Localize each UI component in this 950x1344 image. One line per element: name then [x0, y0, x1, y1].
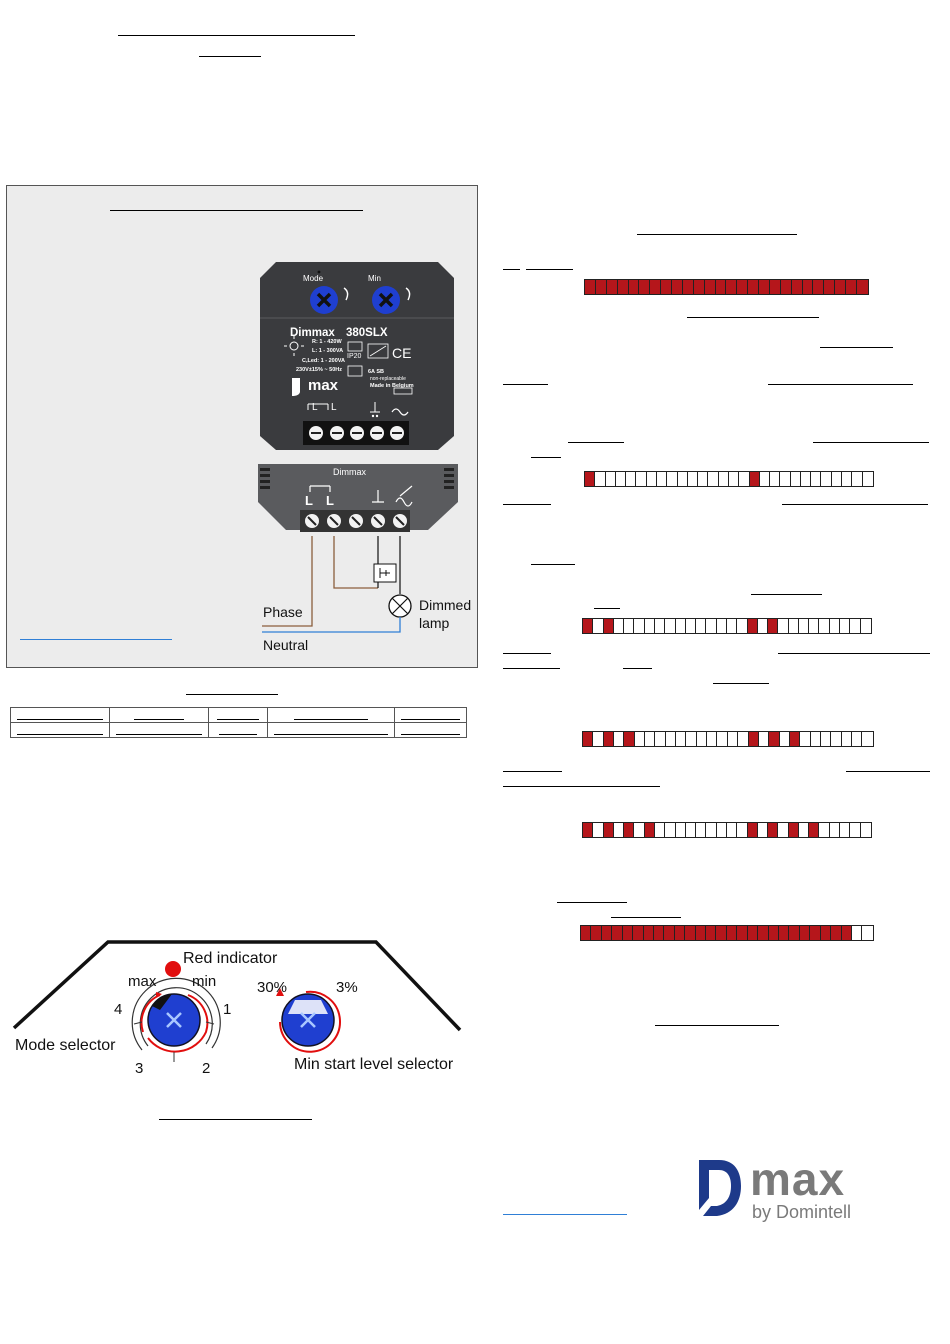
led-cell: [769, 926, 779, 940]
redacted-title-line-1: [118, 35, 355, 36]
redacted-text: [568, 442, 624, 443]
led-cell: [800, 926, 810, 940]
led-cell: [688, 472, 698, 486]
device-terminal-l1: L: [312, 402, 318, 413]
led-cell: [593, 823, 603, 837]
led-cell: [696, 823, 706, 837]
led-cell: [583, 619, 593, 633]
led-cell: [780, 472, 790, 486]
led-cell: [811, 472, 821, 486]
led-cell: [850, 619, 860, 633]
phase-label: Phase: [263, 604, 303, 620]
led-cell: [821, 732, 831, 746]
led-cell: [791, 472, 801, 486]
led-cell: [850, 823, 860, 837]
led-cell: [727, 823, 737, 837]
table-row: [11, 723, 467, 738]
redacted-text: [813, 442, 929, 443]
rating-l: L: 1 - 300VA: [312, 348, 344, 354]
section-title-redacted: [655, 1025, 779, 1026]
position-2-label: 2: [202, 1060, 211, 1077]
led-cell: [614, 619, 624, 633]
led-cell: [667, 472, 677, 486]
led-cell: [635, 732, 645, 746]
led-cell: [831, 926, 841, 940]
led-cell: [676, 823, 686, 837]
redacted-text: [503, 384, 548, 385]
led-pattern-6: [580, 925, 874, 941]
led-cell: [583, 823, 593, 837]
redacted-text: [503, 269, 520, 270]
led-pattern-3: [582, 618, 872, 634]
led-cell: [863, 472, 873, 486]
led-cell: [842, 732, 852, 746]
side-terminal-l2: L: [326, 493, 334, 508]
neutral-label: Neutral: [263, 637, 309, 653]
led-cell: [593, 619, 603, 633]
led-cell: [811, 732, 821, 746]
device-terminal-l2: L: [331, 402, 337, 413]
led-cell: [634, 823, 644, 837]
led-cell: [606, 472, 616, 486]
led-cell: [799, 619, 809, 633]
panel-title-redacted: [110, 210, 363, 211]
led-cell: [654, 926, 664, 940]
led-cell: [633, 926, 643, 940]
led-cell: [602, 926, 612, 940]
led-cell: [618, 280, 629, 294]
led-cell: [862, 732, 872, 746]
led-cell: [655, 619, 665, 633]
redacted-text: [768, 384, 913, 385]
led-cell: [760, 472, 770, 486]
led-cell: [645, 619, 655, 633]
rating-r: R: 1 - 420W: [312, 339, 342, 345]
led-cell: [852, 732, 862, 746]
led-cell: [758, 823, 768, 837]
redacted-text: [782, 504, 928, 505]
led-cell: [759, 732, 769, 746]
led-cell: [789, 926, 799, 940]
led-cell: [650, 280, 661, 294]
led-cell: [748, 823, 758, 837]
led-cell: [842, 472, 852, 486]
min-label: min: [192, 973, 217, 990]
led-cell: [749, 732, 759, 746]
percent-30-label: 30%: [257, 979, 288, 996]
led-cell: [830, 619, 840, 633]
redacted-text: [594, 608, 620, 609]
led-cell: [770, 280, 781, 294]
led-pattern-4: [582, 731, 874, 747]
redacted-text: [846, 771, 930, 772]
redacted-text: [687, 317, 819, 318]
dmax-logo-icon: [697, 1158, 743, 1218]
led-cell: [769, 732, 779, 746]
led-cell: [830, 823, 840, 837]
led-cell: [781, 280, 792, 294]
led-cell: [840, 619, 850, 633]
fuse-note: non-replaceable: [370, 376, 406, 382]
led-cell: [821, 472, 831, 486]
section-title-redacted: [637, 234, 797, 235]
led-cell: [604, 619, 614, 633]
led-cell: [778, 823, 788, 837]
led-cell: [644, 926, 654, 940]
led-cell: [780, 732, 790, 746]
led-cell: [616, 472, 626, 486]
led-cell: [664, 926, 674, 940]
led-cell: [686, 619, 696, 633]
redacted-text: [611, 917, 681, 918]
led-cell: [768, 823, 778, 837]
led-cell: [835, 280, 846, 294]
wiring-lines: [250, 530, 430, 650]
led-cell: [585, 472, 595, 486]
led-cell: [819, 823, 829, 837]
ip-rating: IP20: [347, 353, 362, 360]
led-cell: [583, 732, 593, 746]
max-label: max: [128, 973, 157, 990]
led-cell: [672, 280, 683, 294]
led-cell: [779, 926, 789, 940]
led-cell: [698, 472, 708, 486]
led-cell: [770, 472, 780, 486]
led-cell: [852, 926, 862, 940]
led-cell: [675, 926, 685, 940]
device-model: 380SLX: [346, 327, 388, 339]
led-cell: [726, 280, 737, 294]
min-knob-label: Min: [368, 274, 381, 283]
led-cell: [727, 619, 737, 633]
led-cell: [717, 619, 727, 633]
led-cell: [683, 280, 694, 294]
led-cell: [665, 823, 675, 837]
led-cell: [624, 823, 634, 837]
led-cell: [737, 619, 747, 633]
led-cell: [729, 472, 739, 486]
led-cell: [778, 619, 788, 633]
led-cell: [737, 280, 748, 294]
mode-selector-label: Mode selector: [15, 1037, 116, 1054]
led-cell: [861, 823, 871, 837]
redacted-text: [503, 504, 551, 505]
footer-link-redacted[interactable]: [503, 1214, 627, 1215]
led-cell: [809, 823, 819, 837]
made-in: Made in Belgium: [370, 383, 414, 389]
led-cell: [789, 823, 799, 837]
led-cell: [604, 823, 614, 837]
device-logo-text: max: [308, 377, 339, 394]
led-cell: [647, 472, 657, 486]
position-1-label: 1: [223, 1001, 232, 1018]
led-cell: [697, 732, 707, 746]
led-cell: [626, 472, 636, 486]
led-cell: [661, 280, 672, 294]
led-cell: [666, 732, 676, 746]
led-cell: [759, 280, 770, 294]
led-cell: [861, 619, 871, 633]
led-cell: [676, 732, 686, 746]
redacted-text: [713, 683, 769, 684]
led-cell: [738, 732, 748, 746]
ce-mark: CE: [392, 345, 412, 361]
led-cell: [800, 732, 810, 746]
led-cell: [612, 926, 622, 940]
min-start-level-label: Min start level selector: [294, 1056, 454, 1073]
led-cell: [821, 926, 831, 940]
side-brand: Dimmax: [333, 467, 366, 477]
led-cell: [665, 619, 675, 633]
fuse-rating: 6A SB: [368, 369, 384, 375]
led-cell: [645, 823, 655, 837]
led-cell: [657, 472, 667, 486]
led-cell: [708, 472, 718, 486]
led-cell: [739, 472, 749, 486]
red-indicator-label: Red indicator: [183, 950, 278, 967]
figure-caption-redacted: [159, 1119, 312, 1120]
led-cell: [686, 732, 696, 746]
led-cell: [634, 619, 644, 633]
led-cell: [655, 732, 665, 746]
led-cell: [694, 280, 705, 294]
led-cell: [719, 472, 729, 486]
led-cell: [706, 619, 716, 633]
spec-table: [10, 707, 467, 738]
led-cell: [840, 823, 850, 837]
led-cell: [716, 280, 727, 294]
led-cell: [824, 280, 835, 294]
led-cell: [792, 280, 803, 294]
led-cell: [790, 732, 800, 746]
redacted-text: [820, 347, 893, 348]
position-4-label: 4: [114, 1001, 123, 1018]
led-cell: [801, 472, 811, 486]
led-cell: [799, 823, 809, 837]
led-cell: [727, 926, 737, 940]
redacted-text: [557, 902, 627, 903]
redacted-text: [503, 668, 560, 669]
led-cell: [645, 732, 655, 746]
percent-3-label: 3%: [336, 979, 358, 996]
redacted-text: [531, 564, 575, 565]
redacted-text: [778, 653, 930, 654]
led-cell: [809, 619, 819, 633]
panel-link-redacted[interactable]: [20, 639, 172, 640]
led-cell: [706, 926, 716, 940]
led-cell: [803, 280, 814, 294]
led-cell: [624, 732, 634, 746]
redacted-title-line-2: [199, 56, 261, 57]
led-cell: [737, 823, 747, 837]
led-cell: [852, 472, 862, 486]
led-cell: [758, 619, 768, 633]
device-brand: Dimmax: [290, 327, 335, 339]
led-cell: [819, 619, 829, 633]
led-cell: [685, 926, 695, 940]
led-cell: [831, 732, 841, 746]
led-cell: [728, 732, 738, 746]
led-pattern-5: [582, 822, 872, 838]
redacted-text: [503, 653, 551, 654]
led-pattern-1: [584, 279, 869, 295]
led-cell: [593, 732, 603, 746]
led-pattern-2: [584, 471, 874, 487]
led-cell: [696, 926, 706, 940]
led-cell: [629, 280, 640, 294]
redacted-text: [503, 771, 562, 772]
led-cell: [717, 732, 727, 746]
redacted-text: [531, 457, 561, 458]
led-cell: [585, 280, 596, 294]
led-cell: [623, 926, 633, 940]
mode-knob-label: Mode: [303, 274, 324, 283]
redacted-text: [751, 594, 822, 595]
led-cell: [758, 926, 768, 940]
led-cell: [768, 619, 778, 633]
led-cell: [607, 280, 618, 294]
led-cell: [705, 280, 716, 294]
led-cell: [655, 823, 665, 837]
led-cell: [624, 619, 634, 633]
dimmed-lamp-label: Dimmed lamp: [419, 597, 472, 631]
led-cell: [813, 280, 824, 294]
led-cell: [678, 472, 688, 486]
led-cell: [748, 280, 759, 294]
led-cell: [614, 823, 624, 837]
led-cell: [639, 280, 650, 294]
led-cell: [789, 619, 799, 633]
led-cell: [596, 280, 607, 294]
led-cell: [857, 280, 868, 294]
redacted-text: [623, 668, 652, 669]
led-cell: [595, 472, 605, 486]
led-cell: [636, 472, 646, 486]
led-cell: [716, 926, 726, 940]
led-cell: [686, 823, 696, 837]
led-cell: [614, 732, 624, 746]
led-cell: [581, 926, 591, 940]
led-cell: [748, 619, 758, 633]
led-cell: [737, 926, 747, 940]
redacted-text: [526, 269, 573, 270]
position-3-label: 3: [135, 1060, 144, 1077]
table-row: [11, 708, 467, 723]
supply-voltage: 230V±15% ~ 50Hz: [296, 367, 342, 373]
led-cell: [591, 926, 601, 940]
led-cell: [832, 472, 842, 486]
table-title-redacted: [186, 694, 278, 695]
led-cell: [707, 732, 717, 746]
led-cell: [846, 280, 857, 294]
led-cell: [706, 823, 716, 837]
rating-cled: C,Led: 1 - 200VA: [302, 358, 345, 364]
logo-tagline: by Domintell: [752, 1202, 852, 1222]
led-cell: [676, 619, 686, 633]
led-cell: [604, 732, 614, 746]
led-cell: [696, 619, 706, 633]
led-cell: [717, 823, 727, 837]
led-cell: [862, 926, 872, 940]
redacted-text: [503, 786, 660, 787]
led-cell: [842, 926, 852, 940]
logo-wordmark: max: [750, 1153, 846, 1205]
side-terminal-l1: L: [305, 493, 313, 508]
led-cell: [810, 926, 820, 940]
led-cell: [748, 926, 758, 940]
led-cell: [750, 472, 760, 486]
